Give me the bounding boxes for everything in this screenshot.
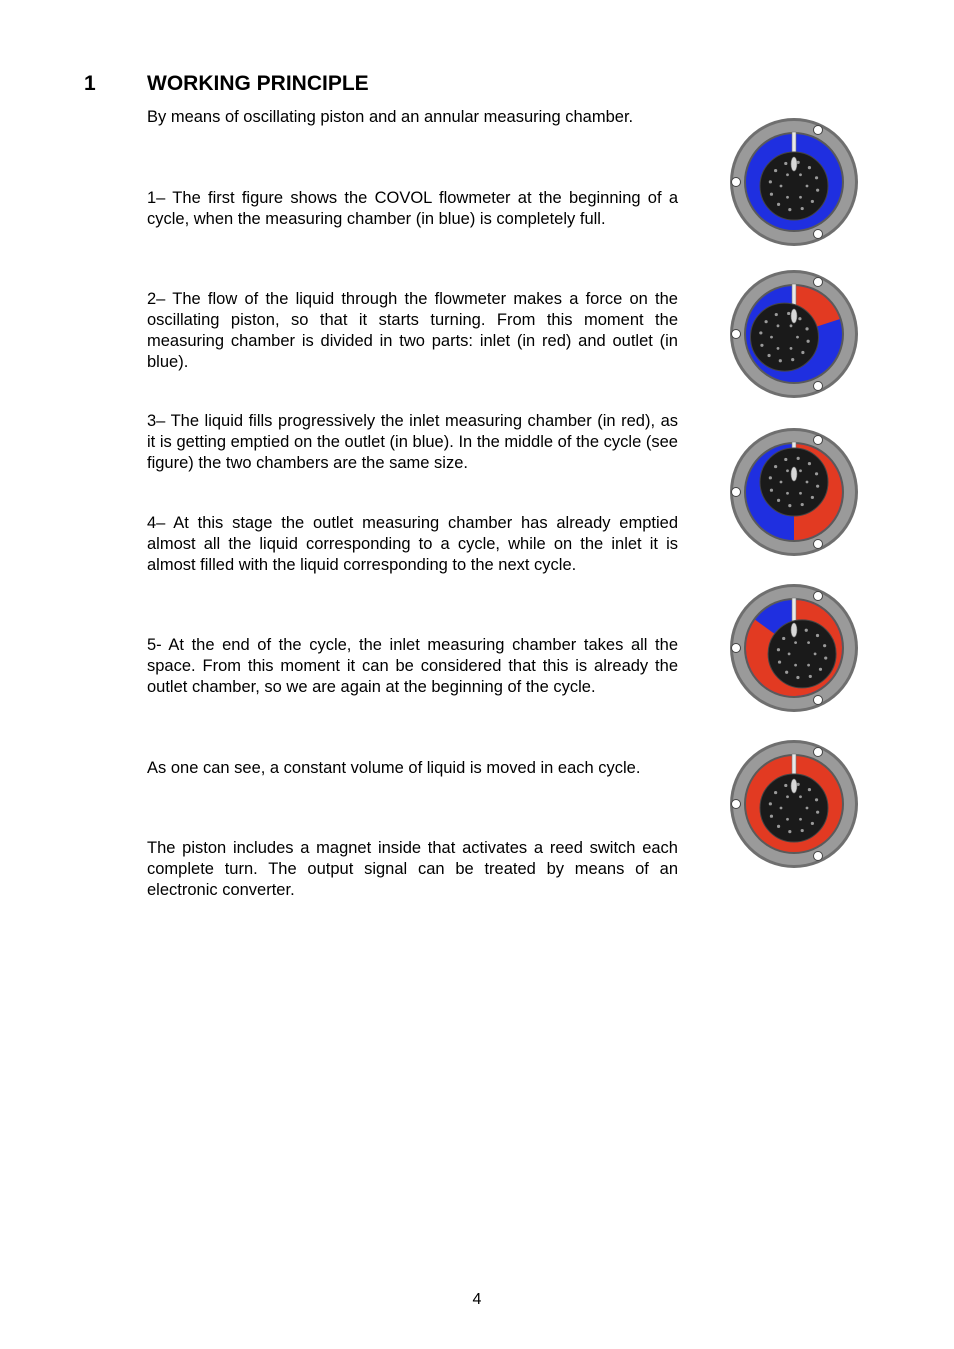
piston-hole xyxy=(816,634,819,637)
piston-hole xyxy=(784,162,787,165)
piston-hole xyxy=(807,664,810,667)
piston-hole xyxy=(801,829,804,832)
mounting-hole xyxy=(732,330,741,339)
paragraph-stage-3: 3– The liquid fills progressively the inlet measuring chamber (in red), as it is getting emptied on the outlet (in blue). In the middle of the cycle (see figure) the two chambers are the same size. xyxy=(147,412,678,472)
mounting-hole xyxy=(732,178,741,187)
flowmeter-figure-stage-3 xyxy=(726,424,862,560)
piston-hole xyxy=(780,807,783,810)
mounting-hole xyxy=(814,278,823,287)
piston-hole xyxy=(811,822,814,825)
mounting-hole xyxy=(814,696,823,705)
paragraph-stage-1: 1– The first figure shows the COVOL flowmeter at the beginning of a cycle, when the measuring chamber (in blue) is completely full. xyxy=(147,189,678,228)
piston-hole xyxy=(823,644,826,647)
piston-hole xyxy=(824,656,827,659)
piston-hole xyxy=(787,312,790,315)
oscillating-piston xyxy=(760,448,828,516)
piston-hole xyxy=(779,359,782,362)
piston-hole xyxy=(788,504,791,507)
piston-hole xyxy=(790,347,793,350)
paragraph-stage-4: 4– At this stage the outlet measuring chamber has already emptied almost all the liquid corresponding to a cycle, while on the inlet it is almost filled with the liquid corresponding to the next cycle. xyxy=(147,514,678,574)
paragraph-reed-switch: The piston includes a magnet inside that activates a reed switch each complete turn. The output signal can be treated by means of an electronic converter. xyxy=(147,839,678,899)
piston-hole xyxy=(777,648,780,651)
piston-hole xyxy=(799,818,802,821)
piston-hole xyxy=(791,358,794,361)
piston-hole xyxy=(759,331,762,334)
mounting-hole xyxy=(814,540,823,549)
piston-hole xyxy=(808,788,811,791)
piston-hole xyxy=(770,193,773,196)
piston-hole xyxy=(811,200,814,203)
oscillating-piston xyxy=(768,620,836,688)
piston-hole xyxy=(770,815,773,818)
piston-slot xyxy=(791,623,797,637)
piston-hole xyxy=(799,795,802,798)
piston-hole xyxy=(794,641,797,644)
piston-hole xyxy=(765,320,768,323)
piston-hole xyxy=(790,324,793,327)
piston-hole xyxy=(777,499,780,502)
piston-hole xyxy=(784,784,787,787)
piston-hole xyxy=(782,637,785,640)
piston-hole xyxy=(814,652,817,655)
flowmeter-figure-stage-4 xyxy=(726,580,862,716)
piston-hole xyxy=(808,462,811,465)
mounting-hole xyxy=(732,644,741,653)
piston-hole xyxy=(786,173,789,176)
piston-hole xyxy=(786,795,789,798)
piston-hole xyxy=(801,503,804,506)
piston-hole xyxy=(788,208,791,211)
piston-hole xyxy=(811,496,814,499)
piston-hole xyxy=(770,336,773,339)
piston-hole xyxy=(777,825,780,828)
piston-hole xyxy=(798,317,801,320)
piston-hole xyxy=(788,830,791,833)
flowmeter-figure-stage-5 xyxy=(726,736,862,872)
piston-hole xyxy=(806,807,809,810)
mounting-hole xyxy=(814,852,823,861)
piston-hole xyxy=(809,675,812,678)
piston-hole xyxy=(796,676,799,679)
piston-hole xyxy=(778,660,781,663)
piston-hole xyxy=(769,180,772,183)
piston-hole xyxy=(780,185,783,188)
mounting-hole xyxy=(814,592,823,601)
piston-hole xyxy=(770,489,773,492)
piston-hole xyxy=(760,344,763,347)
piston-slot xyxy=(791,779,797,793)
piston-hole xyxy=(777,324,780,327)
section-title: WORKING PRINCIPLE xyxy=(147,72,369,95)
piston-hole xyxy=(819,668,822,671)
piston-hole xyxy=(815,176,818,179)
paragraph-stage-2: 2– The flow of the liquid through the flowmeter makes a force on the oscillating piston, so that it starts turning. From this moment the measuring chamber is divided in two parts: inlet (in red) and outlet (in blue). xyxy=(147,290,678,371)
piston-hole xyxy=(799,469,802,472)
piston-hole xyxy=(794,664,797,667)
piston-hole xyxy=(769,802,772,805)
piston-hole xyxy=(777,347,780,350)
piston-hole xyxy=(769,476,772,479)
piston-hole xyxy=(774,169,777,172)
piston-hole xyxy=(815,472,818,475)
flowmeter-figure-stage-1 xyxy=(726,114,862,250)
piston-slot xyxy=(791,157,797,171)
piston-hole xyxy=(807,641,810,644)
piston-hole xyxy=(805,629,808,632)
piston-hole xyxy=(796,336,799,339)
mounting-hole xyxy=(814,126,823,135)
piston-hole xyxy=(786,196,789,199)
piston-hole xyxy=(816,189,819,192)
piston-hole xyxy=(775,313,778,316)
paragraph-stage-5: 5- At the end of the cycle, the inlet measuring chamber takes all the space. From this moment it can be considered that this is already the outlet chamber, so we are again at the beginning of the cycle. xyxy=(147,636,678,696)
piston-hole xyxy=(786,492,789,495)
piston-hole xyxy=(801,207,804,210)
piston-hole xyxy=(808,166,811,169)
piston-slot xyxy=(791,309,797,323)
piston-hole xyxy=(807,340,810,343)
piston-hole xyxy=(801,351,804,354)
piston-hole xyxy=(799,173,802,176)
piston-hole xyxy=(799,492,802,495)
piston-hole xyxy=(767,354,770,357)
piston-hole xyxy=(786,818,789,821)
piston-hole xyxy=(774,791,777,794)
piston-hole xyxy=(816,811,819,814)
piston-hole xyxy=(784,458,787,461)
mounting-hole xyxy=(814,748,823,757)
piston-hole xyxy=(806,481,809,484)
piston-hole xyxy=(788,652,791,655)
piston-hole xyxy=(777,203,780,206)
mounting-hole xyxy=(814,436,823,445)
piston-slot xyxy=(791,467,797,481)
section-number: 1 xyxy=(84,72,96,95)
piston-hole xyxy=(806,185,809,188)
mounting-hole xyxy=(732,800,741,809)
piston-hole xyxy=(815,798,818,801)
mounting-hole xyxy=(814,382,823,391)
piston-hole xyxy=(797,457,800,460)
piston-hole xyxy=(785,671,788,674)
piston-hole xyxy=(799,196,802,199)
flowmeter-figure-stage-2 xyxy=(726,266,862,402)
piston-hole xyxy=(780,481,783,484)
piston-hole xyxy=(816,485,819,488)
piston-hole xyxy=(786,469,789,472)
mounting-hole xyxy=(732,488,741,497)
paragraph-constant-volume: As one can see, a constant volume of liquid is moved in each cycle. xyxy=(147,759,641,777)
oscillating-piston xyxy=(750,303,818,371)
mounting-hole xyxy=(814,230,823,239)
piston-hole xyxy=(774,465,777,468)
piston-hole xyxy=(805,327,808,330)
page-number: 4 xyxy=(472,1291,482,1308)
paragraph-intro: By means of oscillating piston and an annular measuring chamber. xyxy=(147,108,634,126)
